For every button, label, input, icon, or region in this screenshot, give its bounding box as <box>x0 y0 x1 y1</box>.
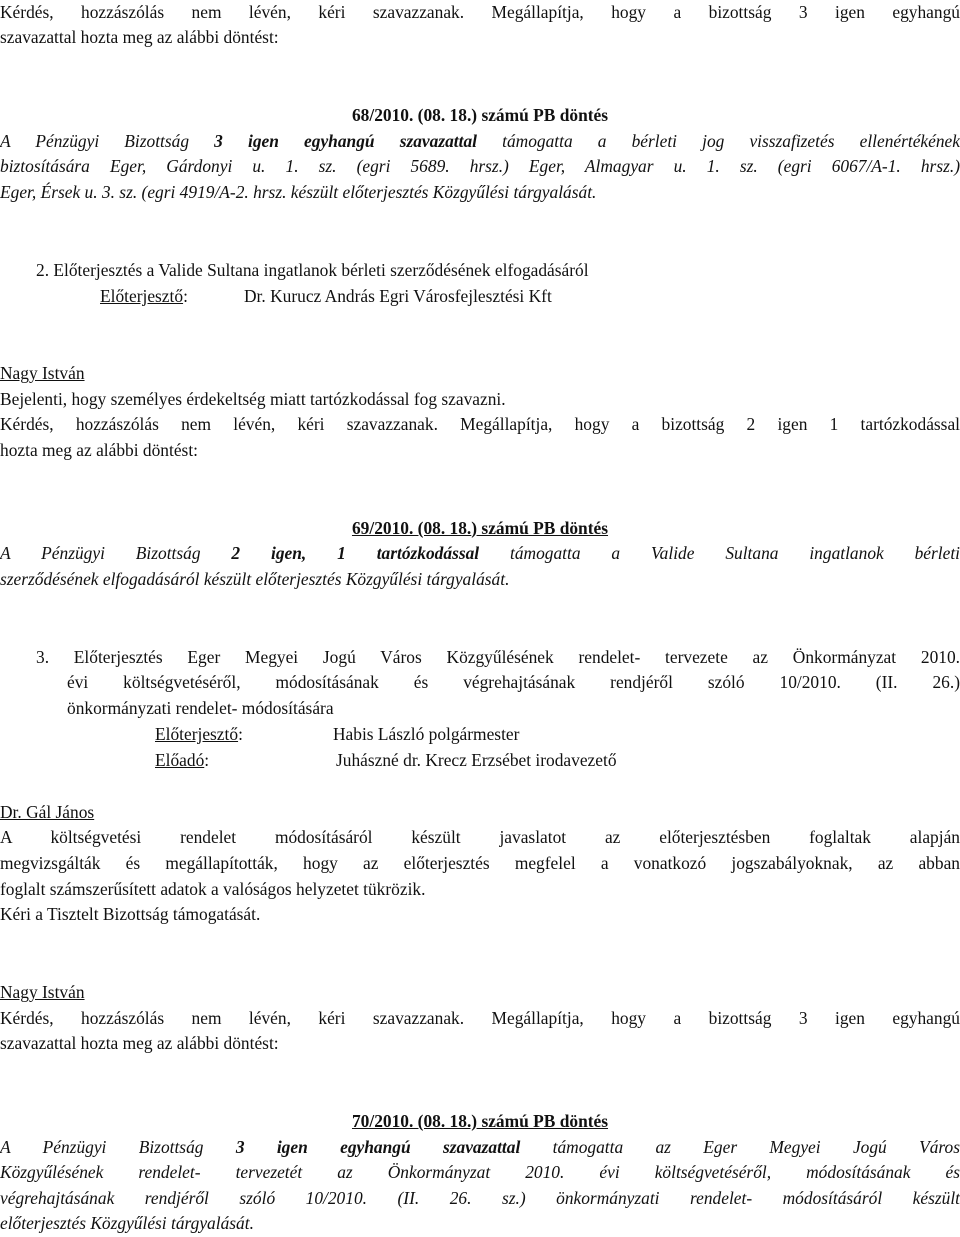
speaker-name: Nagy István <box>0 363 85 383</box>
agenda-item-title: önkormányzati rendelet- módosítására <box>67 698 334 718</box>
speaker-text-line: foglalt számszerűsített adatok a valóságos helyzetet tükrözik. <box>0 879 426 899</box>
presenter-value: Dr. Kurucz András Egri Városfejlesztési Kft <box>244 286 552 306</box>
presenter-label: Előterjesztő: <box>100 286 188 306</box>
speaker-text-line: szavazattal hozta meg az alábbi döntést: <box>0 1033 279 1053</box>
speaker-text-line: megvizsgálták és megállapították, hogy az előterjesztés megfelel a vonatkozó jogszabályoknak, az abban <box>0 853 960 873</box>
speaker-label: Előadó: <box>155 750 210 770</box>
decision-text-line: Közgyűlésének rendelet- tervezetét az Önkormányzat 2010. évi költségvetéséről, módosításának és <box>0 1162 960 1182</box>
decision-text-line <box>0 129 960 153</box>
decision-heading-68: 68/2010. (08. 18.) számú PB döntés <box>351 105 609 125</box>
decision-text-line: biztosítására Eger, Gárdonyi u. 1. sz. (egri 5689. hrsz.) Eger, Almagyar u. 1. sz. (egri 6067/A-1. hrsz.) <box>0 156 960 176</box>
presenter-value: Habis László polgármester <box>333 724 520 744</box>
decision-heading-69: 69/2010. (08. 18.) számú PB döntés <box>351 518 609 538</box>
vote-result: 3 igen egyhangú szavazattal <box>235 1137 521 1157</box>
speaker-text-line: hozta meg az alábbi döntést: <box>0 440 198 460</box>
decision-subject: A Pénzügyi Bizottság <box>0 131 215 151</box>
vote-result: 2 igen, 1 tartózkodással <box>231 543 480 563</box>
vote-result: 3 igen egyhangú szavazattal <box>214 131 477 151</box>
decision-text-line: A Pénzügyi Bizottság 2 igen, 1 tartózkodással támogatta a Valide Sultana ingatlanok bérleti <box>0 543 960 563</box>
decision-text-line: szerződésének elfogadásáról készült előterjesztés Közgyűlési tárgyalását. <box>0 569 510 589</box>
speaker-text-line: Kérdés, hozzászólás nem lévén, kéri szavazzanak. Megállapítja, hogy a bizottság 3 igen egyhangú <box>0 1008 960 1028</box>
speaker-value: Juhászné dr. Krecz Erzsébet irodavezető <box>336 750 617 770</box>
decision-heading-70: 70/2010. (08. 18.) számú PB döntés <box>351 1111 609 1131</box>
speaker-name: Dr. Gál János <box>0 802 95 822</box>
intro-text-line: Kérdés, hozzászólás nem lévén, kéri szavazzanak. Megállapítja, hogy a bizottság 3 igen egyhangú <box>0 2 960 22</box>
presenter-label: Előterjesztő: <box>155 724 243 744</box>
decision-text: támogatta a bérleti jog visszafizetés ellenértékének <box>477 131 960 151</box>
intro-text-line: szavazattal hozta meg az alábbi döntést: <box>0 27 279 47</box>
speaker-text-line: Kérdés, hozzászólás nem lévén, kéri szavazzanak. Megállapítja, hogy a bizottság 2 igen 1 tartózkodással <box>0 414 960 434</box>
decision-text-line: Eger, Érsek u. 3. sz. (egri 4919/A-2. hrsz. készült előterjesztés Közgyűlési tárgyalását. <box>0 182 597 202</box>
speaker-text-line: Kéri a Tisztelt Bizottság támogatását. <box>0 904 261 924</box>
speaker-text-line: A költségvetési rendelet módosításáról készült javaslatot az előterjesztésben foglaltak alapján <box>0 827 960 847</box>
decision-text-line: A Pénzügyi Bizottság 3 igen egyhangú szavazattal támogatta az Eger Megyei Jogú Város <box>0 1137 960 1157</box>
speaker-name: Nagy István <box>0 982 85 1002</box>
decision-text-line: végrehajtásának rendjéről szóló 10/2010. (II. 26. sz.) önkormányzati rendelet- módosításáról készült <box>0 1188 960 1208</box>
agenda-item-title: 2. Előterjesztés a Valide Sultana ingatlanok bérleti szerződésének elfogadásáról <box>36 260 589 280</box>
agenda-item-title: 3. Előterjesztés Eger Megyei Jogú Város Közgyűlésének rendelet- tervezete az Önkormányzat 2010. <box>36 647 960 667</box>
decision-text-line: előterjesztés Közgyűlési tárgyalását. <box>0 1213 254 1233</box>
agenda-item-title: évi költségvetéséről, módosításának és végrehajtásának rendjéről szóló 10/2010. (II. 26.) <box>67 672 960 692</box>
speaker-text-line: Bejelenti, hogy személyes érdekeltség miatt tartózkodással fog szavazni. <box>0 389 506 409</box>
